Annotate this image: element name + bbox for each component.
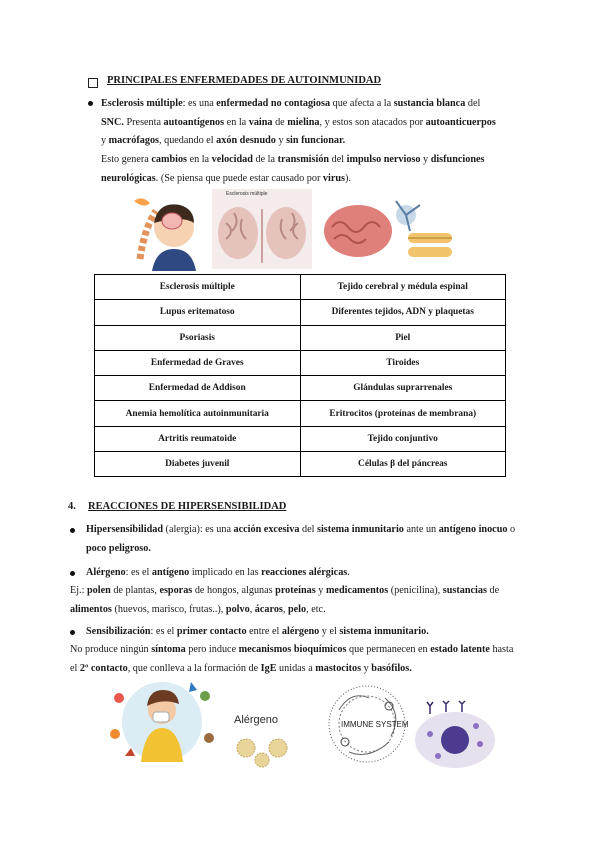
bold-term: polen <box>86 585 111 596</box>
bold-term: sustancia blanca <box>393 98 466 109</box>
allergy-person-illustration <box>103 676 221 768</box>
table-row <box>95 376 506 401</box>
bullet-icon <box>70 571 75 576</box>
allergen-image <box>232 712 296 768</box>
bold-term: cambios <box>151 154 188 165</box>
table-row <box>95 325 506 350</box>
sensib-paragraph: Sensibilización: es el primer contacto entre el alérgeno y el sistema inmunitario. <box>86 626 429 637</box>
bold-term: esporas <box>159 585 193 596</box>
bold-term: disfunciones neurológicas <box>101 154 485 184</box>
disease-cell: Psoriasis <box>95 325 301 350</box>
table-row <box>95 452 506 477</box>
bold-term: antígeno <box>151 567 190 578</box>
disease-cell: Enfermedad de Graves <box>95 350 301 375</box>
bold-term: acción excesiva <box>233 524 300 535</box>
bold-term: Alérgeno <box>86 567 126 578</box>
bullet-icon <box>70 630 75 635</box>
target-cell: Glándulas suprarrenales <box>300 376 506 401</box>
bold-term: axón desnudo <box>216 135 276 147</box>
disease-cell: Enfermedad de Addison <box>95 376 301 401</box>
bold-term: autoanticuerpos <box>425 116 496 128</box>
table-row <box>95 350 506 375</box>
bold-term: sin funcionar. <box>286 135 346 147</box>
target-cell: Tiroides <box>300 350 506 375</box>
bold-term: antígeno inocuo <box>438 524 508 535</box>
bold-term: mielina <box>287 116 320 128</box>
brain-section-image <box>212 189 312 269</box>
neuron-myelin-image <box>316 189 456 269</box>
mast-cell-image <box>410 700 500 770</box>
bold-term: enfermedad no contagiosa <box>216 98 331 109</box>
disease-cell: Anemia hemolítica autoinmunitaria <box>95 401 301 426</box>
section-number: 4. <box>68 501 76 512</box>
target-cell: Piel <box>300 325 506 350</box>
disease-cell: Lupus eritematoso <box>95 300 301 325</box>
ms-paragraph-2: Esto genera cambios en la velocidad de la transmisión del impulso nervioso y disfunciones neurológicas. (Se piensa que puede estar causado por virus). <box>101 154 485 184</box>
bold-term: sustancias <box>442 585 487 596</box>
bold-term: reacciones alérgicas <box>261 567 348 578</box>
table-row <box>95 275 506 300</box>
bold-term: pelo <box>287 603 307 615</box>
image-caption: Esclerosis múltiple <box>226 191 268 197</box>
bold-term: mastocitos <box>315 662 362 674</box>
section-title: PRINCIPALES ENFERMEDADES DE AUTOINMUNIDAD <box>107 75 382 86</box>
ms-paragraph: Esclerosis múltiple: es una enfermedad no contagiosa que afecta a la sustancia blanca del SNC. Presenta autoantígenos en la vaina de mielina, y estos son atacados por autoanticuerpos y macrófagos, quedando el axón desnudo y sin funcionar. <box>101 98 496 147</box>
bold-term: alérgeno <box>281 626 320 637</box>
bold-term: autoantígenos <box>163 116 225 128</box>
table-row <box>95 401 506 426</box>
allergen-label: Alérgeno <box>234 714 279 726</box>
hyper-paragraph: Hipersensibilidad (alergia): es una acción excesiva del sistema inmunitario ante un antígeno inocuo o poco peligroso. <box>86 524 516 554</box>
bold-term: 2º contacto <box>79 662 128 674</box>
disease-table <box>94 274 506 477</box>
target-cell: Células β del páncreas <box>300 452 506 477</box>
table-row <box>95 300 506 325</box>
bold-term: proteínas <box>275 585 316 596</box>
bold-term: Esclerosis múltiple <box>101 98 183 109</box>
bold-term: primer contacto <box>176 626 247 637</box>
table-row <box>95 426 506 451</box>
ej-paragraph: Ej.: polen de plantas, esporas de hongos, algunas proteínas y medicamentos (penicilina), sustancias de alimentos (huevos, marisco, frutas..), polvo, ácaros, pelo, etc. <box>70 585 500 615</box>
target-cell: Tejido conjuntivo <box>300 426 506 451</box>
bold-term: estado latente <box>430 644 490 655</box>
bold-term: polvo <box>225 603 250 615</box>
bold-term: Sensibilización <box>86 626 151 637</box>
section-title-2: REACCIONES DE HIPERSENSIBILIDAD <box>88 501 287 512</box>
bullet-icon <box>88 101 93 106</box>
sensib-paragraph-2: No produce ningún síntoma pero induce mecanismos bioquímicos que permanecen en estado latente hasta el 2º contacto, que conlleva a la formación de IgE unidas a mastocitos y basófilos. <box>70 644 514 674</box>
disease-cell: Diabetes juvenil <box>95 452 301 477</box>
bullet-icon <box>70 528 75 533</box>
bold-term: impulso nervioso <box>346 154 421 165</box>
bold-term: SNC. <box>101 116 124 128</box>
immune-label: IMMUNE SYSTEM <box>341 720 409 729</box>
bold-term: virus <box>322 172 345 184</box>
target-cell: Tejido cerebral y médula espinal <box>300 275 506 300</box>
bold-term: síntoma <box>151 644 186 655</box>
checkbox-icon <box>88 78 98 88</box>
bold-term: medicamentos <box>325 585 389 596</box>
bold-term: sistema inmunitario <box>317 524 404 535</box>
bold-term: vaina <box>248 116 273 128</box>
disease-cell: Esclerosis múltiple <box>95 275 301 300</box>
disease-cell: Artritis reumatoide <box>95 426 301 451</box>
bold-term: transmisión <box>277 154 330 165</box>
target-cell: Eritrocitos (proteínas de membrana) <box>300 401 506 426</box>
alergeno-paragraph: Alérgeno: es el antígeno implicado en las reacciones alérgicas. <box>86 567 350 578</box>
bold-term: ácaros <box>254 603 283 615</box>
bold-term: IgE <box>260 662 277 674</box>
bold-term: poco peligroso. <box>86 542 151 554</box>
bold-term: basófilos. <box>371 662 412 674</box>
ms-child-illustration <box>126 189 206 271</box>
immune-system-image <box>325 682 409 768</box>
bold-term: Hipersensibilidad <box>86 524 163 535</box>
bold-term: macrófagos <box>108 135 159 147</box>
bold-term: sistema inmunitario. <box>339 626 429 637</box>
target-cell: Diferentes tejidos, ADN y plaquetas <box>300 300 506 325</box>
bold-term: velocidad <box>211 154 253 165</box>
bold-term: mecanismos bioquímicos <box>238 644 347 655</box>
bold-term: alimentos <box>70 603 112 615</box>
